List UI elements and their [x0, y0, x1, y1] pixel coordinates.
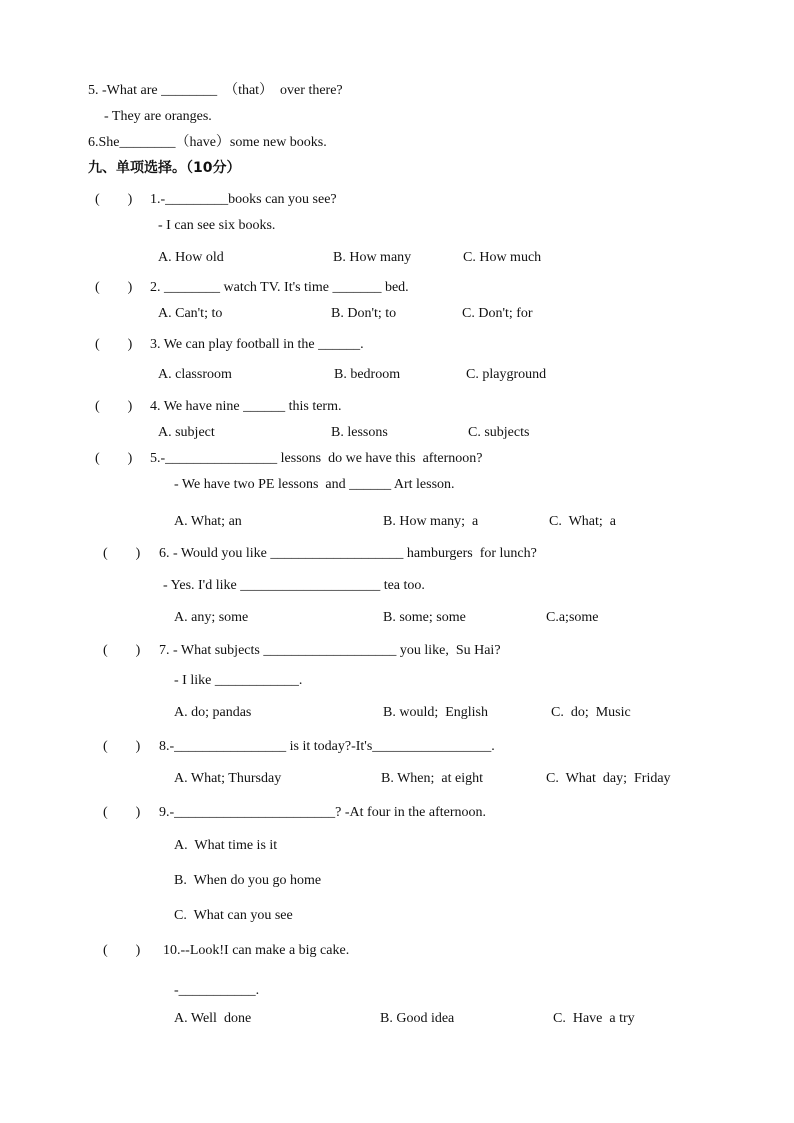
- option-1b: B. How many: [333, 250, 412, 265]
- option-4c: C. subjects: [468, 425, 530, 440]
- fill-in-answer-5: - They are oranges.: [104, 109, 212, 124]
- option-9a: A. What time is it: [174, 838, 278, 853]
- option-5a: A. What; an: [174, 514, 242, 529]
- question-stem-6: 6. - Would you like ___________________ hamburgers for lunch?: [159, 546, 537, 561]
- option-1a: A. How old: [158, 250, 224, 265]
- option-4a: A. subject: [158, 425, 215, 440]
- option-2a: A. Can't; to: [158, 306, 223, 321]
- answer-bracket-4: ( ): [95, 399, 133, 414]
- question-stem-3: 3. We can play football in the ______.: [150, 337, 364, 352]
- question-follow-10: -___________.: [174, 983, 260, 998]
- option-10b: B. Good idea: [380, 1011, 455, 1026]
- section-heading: 九、单项选择。（10分）: [88, 160, 241, 176]
- option-3b: B. bedroom: [334, 367, 401, 382]
- option-6c: C.a;some: [546, 610, 599, 625]
- answer-bracket-10: ( ): [103, 943, 141, 958]
- answer-bracket-2: ( ): [95, 280, 133, 295]
- option-2b: B. Don't; to: [331, 306, 397, 321]
- option-9b: B. When do you go home: [174, 873, 322, 888]
- option-3a: A. classroom: [158, 367, 232, 382]
- option-7a: A. do; pandas: [174, 705, 252, 720]
- option-8c: C. What day; Friday: [546, 771, 671, 786]
- question-stem-7: 7. - What subjects ___________________ you like, Su Hai?: [159, 643, 501, 658]
- answer-bracket-8: ( ): [103, 739, 141, 754]
- option-4b: B. lessons: [331, 425, 388, 440]
- question-stem-5: 5.-________________ lessons do we have this afternoon?: [150, 451, 483, 466]
- fill-in-line-6: 6.She________（have）some new books.: [88, 135, 327, 150]
- question-stem-10: 10.--Look!I can make a big cake.: [163, 943, 350, 958]
- question-stem-1: 1.-_________books can you see?: [150, 192, 337, 207]
- question-stem-9: 9.-_______________________? -At four in the afternoon.: [159, 805, 486, 820]
- option-2c: C. Don't; for: [462, 306, 533, 321]
- option-8b: B. When; at eight: [381, 771, 483, 786]
- answer-bracket-6: ( ): [103, 546, 141, 561]
- option-3c: C. playground: [466, 367, 547, 382]
- option-7b: B. would; English: [383, 705, 489, 720]
- option-6a: A. any; some: [174, 610, 249, 625]
- option-5c: C. What; a: [549, 514, 617, 529]
- option-5b: B. How many; a: [383, 514, 479, 529]
- fill-in-line-5: 5. -What are ________ （that） over there?: [88, 83, 343, 98]
- question-stem-4: 4. We have nine ______ this term.: [150, 399, 342, 414]
- question-follow-1: - I can see six books.: [158, 218, 276, 233]
- option-9c: C. What can you see: [174, 908, 293, 923]
- option-1c: C. How much: [463, 250, 542, 265]
- answer-bracket-7: ( ): [103, 643, 141, 658]
- question-stem-2: 2. ________ watch TV. It's time _______ bed.: [150, 280, 409, 295]
- option-6b: B. some; some: [383, 610, 466, 625]
- answer-bracket-9: ( ): [103, 805, 141, 820]
- answer-bracket-3: ( ): [95, 337, 133, 352]
- option-10c: C. Have a try: [553, 1011, 635, 1026]
- answer-bracket-1: ( ): [95, 192, 133, 207]
- question-follow-7: - I like ____________.: [174, 673, 303, 688]
- question-stem-8: 8.-________________ is it today?-It's_________________.: [159, 739, 495, 754]
- option-8a: A. What; Thursday: [174, 771, 282, 786]
- answer-bracket-5: ( ): [95, 451, 133, 466]
- option-10a: A. Well done: [174, 1011, 252, 1026]
- question-follow-6: - Yes. I'd like ____________________ tea too.: [163, 578, 425, 593]
- option-7c: C. do; Music: [551, 705, 631, 720]
- question-follow-5: - We have two PE lessons and ______ Art lesson.: [174, 477, 455, 492]
